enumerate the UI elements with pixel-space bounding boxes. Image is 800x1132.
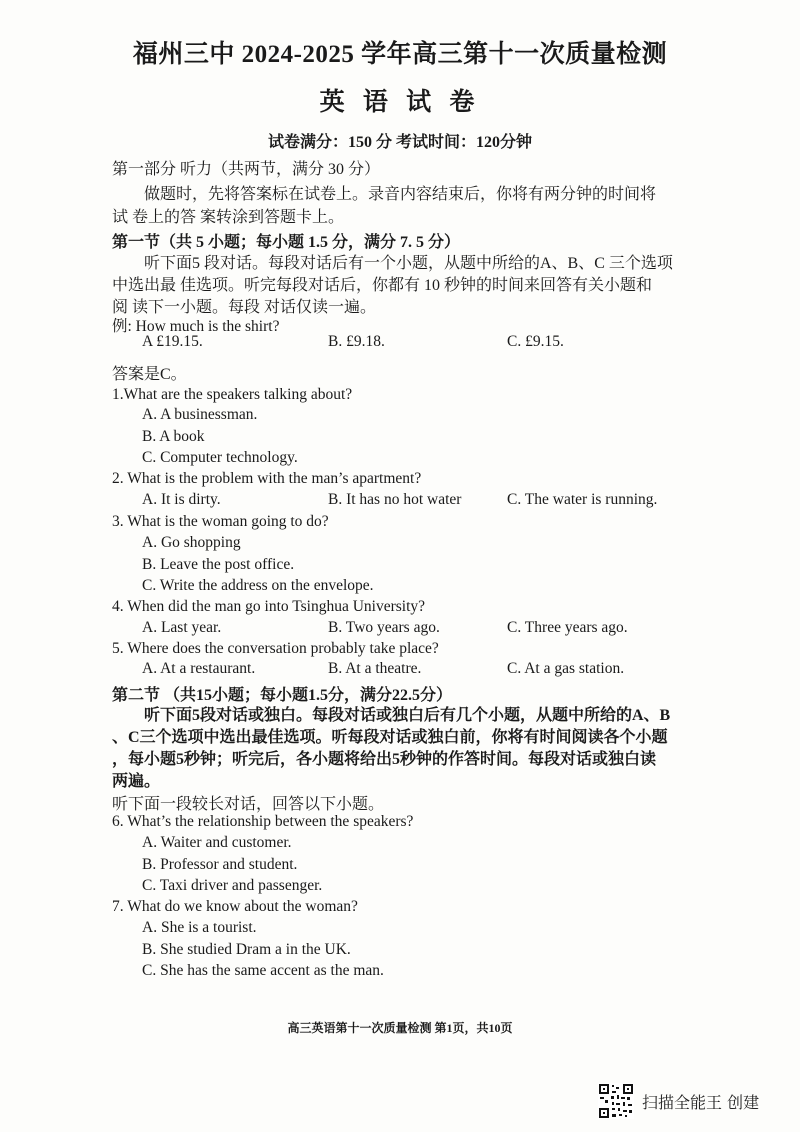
question-3: 3. What is the woman going to do? (112, 513, 329, 530)
exam-subject: 英 语 试 卷 (319, 89, 481, 116)
part1-instruction-line1: 做题时，先将答案标在试卷上。录音内容结束后，你将有两分钟的时间将 (144, 186, 657, 203)
question-6: 6. What’s the relationship between the speakers? (112, 813, 414, 830)
question-4-option-b: B. Two years ago. (328, 619, 440, 636)
section1-heading: 第一节（共 5 小题；每小题 1.5 分，满分 7. 5 分） (112, 234, 461, 251)
question-3-option-c: C. Write the address on the envelope. (142, 577, 374, 594)
example-answer: 答案是C。 (112, 366, 187, 383)
question-5-option-a: A. At a restaurant. (142, 660, 256, 677)
section2-lead: 听下面一段较长对话，回答以下小题。 (112, 796, 385, 813)
exam-info: 试卷满分：150 分 考试时间：120分钟 (267, 134, 532, 151)
scanner-stamp (598, 1083, 759, 1119)
section1-instruction-line3: 阅 读下一小题。每段 对话仅读一遍。 (112, 299, 377, 316)
section1-instruction-line2: 中选出最 佳选项。听完每段对话后，你都有 10 秒钟的时间来回答有关小题和 (112, 277, 653, 294)
question-5-option-c: C. At a gas station. (507, 660, 625, 677)
question-1-option-c: C. Computer technology. (142, 449, 298, 466)
question-7-option-c: C. She has the same accent as the man. (142, 962, 384, 979)
question-6-option-c: C. Taxi driver and passenger. (142, 877, 323, 894)
question-7-option-a: A. She is a tourist. (142, 919, 257, 936)
part1-instruction-line2: 试 卷上的答 案转涂到答题卡上。 (112, 209, 345, 226)
section1-instruction-line1: 听下面5 段对话。每段对话后有一个小题，从题中所给的A、B、C 三个选项 (144, 255, 673, 272)
question-2-option-b: B. It has no hot water (328, 491, 462, 508)
exam-title: 福州三中 2024-2025 学年高三第十一次质量检测 (132, 41, 668, 68)
page-footer: 高三英语第十一次质量检测 第1页，共10页 (287, 1021, 513, 1035)
question-6-option-b: B. Professor and student. (142, 856, 298, 873)
qr-code-icon (598, 1083, 634, 1119)
question-2-option-a: A. It is dirty. (142, 491, 221, 508)
question-4: 4. When did the man go into Tsinghua University? (112, 598, 426, 615)
example-option-b: B. £9.18. (328, 333, 385, 350)
question-2-option-c: C. The water is running. (507, 491, 658, 508)
section2-instruction-line3: ，每小题5秒钟；听完后，各小题将给出5秒钟的作答时间。每段对话或独白读 (112, 751, 657, 768)
question-6-option-a: A. Waiter and customer. (142, 834, 292, 851)
section2-instruction-line4: 两遍。 (112, 773, 161, 790)
question-5: 5. Where does the conversation probably take place? (112, 640, 439, 657)
question-3-option-a: A. Go shopping (142, 534, 241, 551)
question-1-option-a: A. A businessman. (142, 406, 258, 423)
scanner-stamp-text: 扫描全能王 创建 (642, 1092, 760, 1112)
question-4-option-a: A. Last year. (142, 619, 222, 636)
question-7: 7. What do we know about the woman? (112, 898, 358, 915)
section2-instruction-line2: 、C三个选项中选出最佳选项。听每段对话或独白前，你将有时间阅读各个小题 (112, 729, 668, 746)
question-3-option-b: B. Leave the post office. (142, 556, 295, 573)
example-question: 例: How much is the shirt? (112, 318, 280, 335)
question-2: 2. What is the problem with the man’s apartment? (112, 470, 422, 487)
question-7-option-b: B. She studied Dram a in the UK. (142, 941, 351, 958)
question-1-option-b: B. A book (142, 428, 205, 445)
question-4-option-c: C. Three years ago. (507, 619, 628, 636)
part1-heading: 第一部分 听力（共两节，满分 30 分） (112, 161, 381, 178)
example-option-a: A £19.15. (142, 333, 203, 350)
question-5-option-b: B. At a theatre. (328, 660, 422, 677)
section2-instruction-line1: 听下面5段对话或独白。每段对话或独白后有几个小题，从题中所给的A、B (144, 707, 671, 724)
question-1: 1.What are the speakers talking about? (112, 386, 353, 403)
example-option-c: C. £9.15. (507, 333, 564, 350)
section2-heading: 第二节 （共15小题；每小题1.5分，满分22.5分） (112, 687, 453, 704)
